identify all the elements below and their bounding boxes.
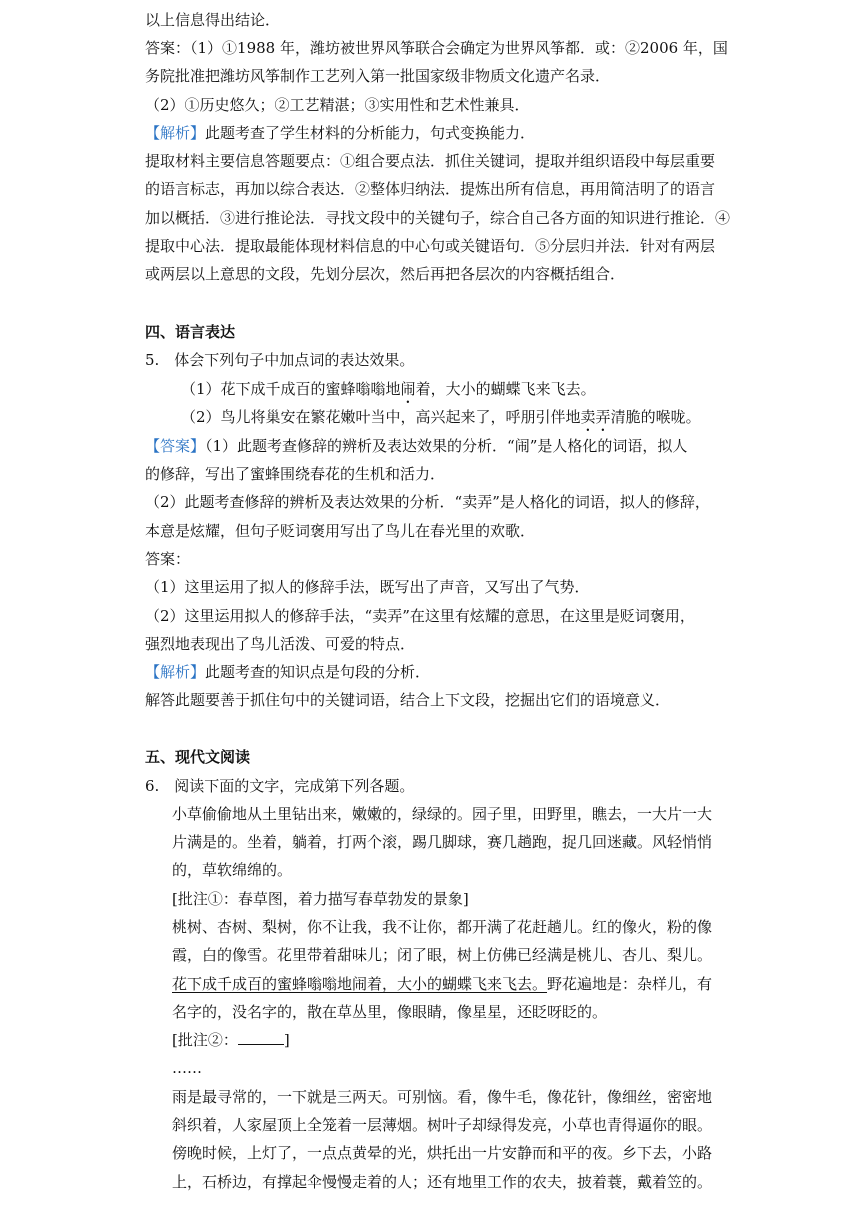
annotation-text: [批注②： (172, 1031, 238, 1049)
passage-line: 斜织着，人家屋顶上全笼着一层薄烟。树叶子却绿得发亮，小草也青得逼你的眼。 (172, 1116, 713, 1134)
passage-line: 片满是的。坐着，躺着，打两个滚，踢几脚球，赛几趟跑，捉几回迷藏。风轻悄悄 (172, 833, 713, 851)
answer-line: （2）这里运用拟人的修辞手法，“卖弄”在这里有炫耀的意思，在这里是贬词褒用， (145, 607, 695, 625)
analysis-line (145, 662, 430, 682)
passage-line: 上，石桥边，有撑起伞慢慢走着的人；还有地里工作的农夫，披着蓑，戴着笠的。 (172, 1173, 713, 1191)
annotation-1: [批注①：春草图，着力描写春草勃发的景象] (172, 890, 469, 908)
answer-line: （2）此题考查修辞的辨析及表达效果的分析．“卖弄”是人格化的词语，拟人的修辞， (145, 493, 710, 511)
answer-line: 答案：（1）①1988 年，潍坊被世界风筝联合会确定为世界风筝都．或：②2006 年，国 (145, 39, 728, 57)
answer-line (145, 436, 687, 456)
passage-line: 桃树、杏树、梨树，你不让我，我不让你，都开满了花赶趟儿。红的像火，粉的像 (172, 918, 713, 936)
text-line: 或两层以上意思的文段，先划分层次，然后再把各层次的内容概括组合． (145, 265, 626, 283)
ellipsis: …… (172, 1059, 202, 1077)
annotation-text: ] (283, 1031, 290, 1049)
answer-line: 答案： (145, 550, 191, 568)
passage-text: 野花遍地是：杂样儿，有 (547, 975, 713, 993)
answer-line: 的修辞，写出了蜜蜂围绕春花的生机和活力． (145, 465, 446, 483)
text-line: 提取材料主要信息答题要点：①组合要点法．抓住关键词，提取并组织语段中每层重要 (145, 152, 716, 170)
analysis-tag: 【解析】 (145, 663, 206, 681)
dotted-word: 闹 (400, 380, 416, 398)
dotted-word: 卖弄 (580, 408, 611, 426)
sentence-text: 着，大小的蝴蝶飞来飞去。 (415, 380, 596, 398)
underlined-sentence: 花下成千成百的蜜蜂嗡嗡地闹着，大小的蝴蝶飞来飞去。 (172, 975, 548, 993)
passage-line: 的，草软绵绵的。 (172, 861, 293, 879)
question-6: 6. 阅读下面的文字，完成第下列各题。 (145, 777, 415, 795)
answer-text: （1）此题考查修辞的辨析及表达效果的分析．“闹”是人格化的词语，拟人 (205, 437, 688, 455)
question-5-sentence-2 (181, 407, 701, 435)
answer-line: （1）这里运用了拟人的修辞手法，既写出了声音，又写出了气势． (145, 578, 590, 596)
sentence-text: 清脆的喉咙。 (610, 408, 701, 426)
text-line: 以上信息得出结论． (145, 11, 281, 29)
passage-line: 名字的，没名字的，散在草丛里，像眼睛，像星星，还眨呀眨的。 (172, 1003, 608, 1021)
section-heading: 四、语言表达 (145, 323, 236, 341)
text-line: 加以概括．③进行推论法．寻找文段中的关键句子，综合自己各方面的知识进行推论．④ (145, 209, 731, 227)
answer-tag: 【答案】 (145, 437, 206, 455)
question-5: 5. 体会下列句子中加点词的表达效果。 (145, 351, 415, 369)
answer-line: 强烈地表现出了鸟儿活泼、可爱的特点． (145, 635, 416, 653)
annotation-2 (172, 1030, 290, 1050)
passage-line: 傍晚时候，上灯了，一点点黄晕的光，烘托出一片安静而和平的夜。乡下去，小路 (172, 1144, 713, 1162)
text-line: 解答此题要善于抓住句中的关键词语，结合上下文段，挖掘出它们的语境意义． (145, 691, 671, 709)
text-line: 提取中心法．提取最能体现材料信息的中心句或关键语句．⑤分层归并法．针对有两层 (145, 237, 716, 255)
analysis-text: 此题考查的知识点是句段的分析． (205, 663, 431, 681)
sentence-text: （2）鸟儿将巢安在繁花嫩叶当中，高兴起来了，呼朋引伴地 (181, 408, 581, 426)
question-5-sentence-1 (181, 379, 596, 407)
answer-line: 务院批准把潍坊风筝制作工艺列入第一批国家级非物质文化遗产名录． (145, 67, 611, 85)
text-line: 的语言标志，再加以综合表达．②整体归纳法．提炼出所有信息，再用简洁明了的语言 (145, 180, 716, 198)
analysis-text: 此题考查了学生材料的分析能力，句式变换能力． (205, 124, 536, 142)
passage-line: 小草偷偷地从土里钻出来，嫩嫩的，绿绿的。园子里，田野里，瞧去，一大片一大 (172, 805, 713, 823)
answer-line: 本意是炫耀，但句子贬词褒用写出了鸟儿在春光里的欢歌． (145, 522, 536, 540)
answer-line: （2）①历史悠久；②工艺精湛；③实用性和艺术性兼具． (145, 96, 530, 114)
sentence-text: （1）花下成千成百的蜜蜂嗡嗡地 (181, 380, 401, 398)
passage-line: 霞，白的像雪。花里带着甜味儿；闭了眼，树上仿佛已经满是桃儿、杏儿、梨儿。 (172, 946, 713, 964)
passage-line (172, 974, 712, 994)
answer-blank[interactable] (238, 1030, 284, 1045)
section-heading: 五、现代文阅读 (145, 748, 251, 766)
passage-line: 雨是最寻常的，一下就是三两天。可别恼。看，像牛毛，像花针，像细丝，密密地 (172, 1088, 713, 1106)
analysis-line (145, 123, 535, 143)
analysis-tag: 【解析】 (145, 124, 206, 142)
